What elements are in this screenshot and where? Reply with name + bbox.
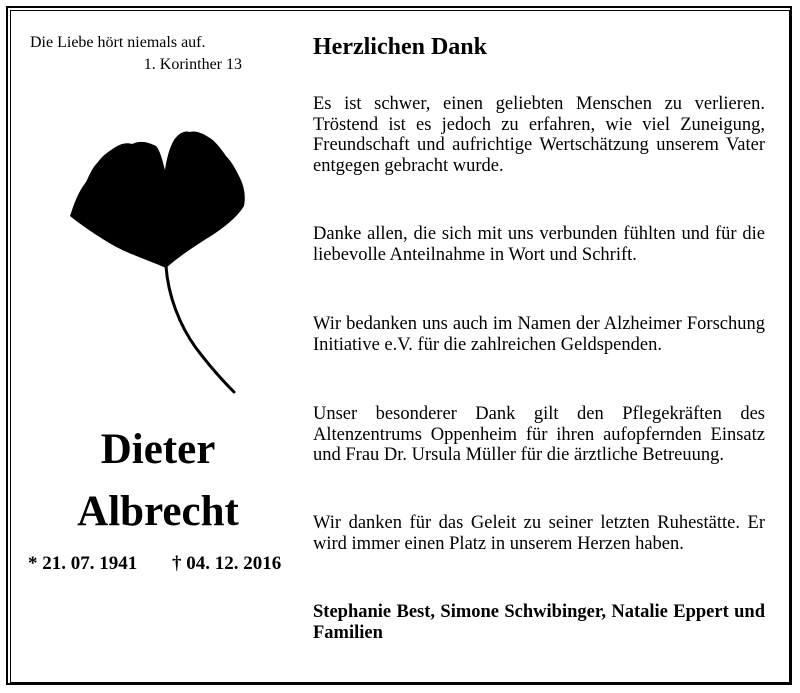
paragraph: Es ist schwer, einen geliebten Menschen zu verlieren. Tröstend ist es jedoch zu erfahren, wie viel Zuneigung, Freundschaft und aufrichtige Wertschätzung unserem Vater entgegen gebracht wurde. — [313, 94, 765, 177]
ginkgo-leaf-icon — [56, 126, 256, 406]
birth-date: * 21. 07. 1941 — [28, 553, 138, 574]
bible-quote — [30, 32, 242, 76]
signature: Stephanie Best, Simone Schwibinger, Natalie Eppert und Familien — [313, 602, 765, 643]
death-date: † 04. 12. 2016 — [172, 553, 282, 574]
paragraph: Danke allen, die sich mit uns verbunden fühlten und für die liebevolle Anteilnahme in Wort und Schrift. — [313, 224, 765, 265]
paragraph: Unser besonderer Dank gilt den Pflegekräften des Altenzentrums Oppenheim für ihren aufopfernden Einsatz und Frau Dr. Ursula Müller für die ärztliche Betreuung. — [313, 404, 765, 466]
paragraph: Wir danken für das Geleit zu seiner letzten Ruhestätte. Er wird immer einen Platz in unserem Herzen haben. — [313, 513, 765, 554]
quote-text: Die Liebe hört niemals auf. — [30, 34, 206, 51]
deceased-last-name: Albrecht — [77, 488, 239, 535]
quote-reference: 1. Korinther 13 — [143, 56, 242, 73]
notice-heading: Herzlichen Dank — [313, 34, 487, 60]
deceased-first-name: Dieter — [100, 426, 216, 473]
paragraph: Wir bedanken uns auch im Namen der Alzheimer Forschung Initiative e.V. für die zahlreichen Geldspenden. — [313, 314, 765, 355]
